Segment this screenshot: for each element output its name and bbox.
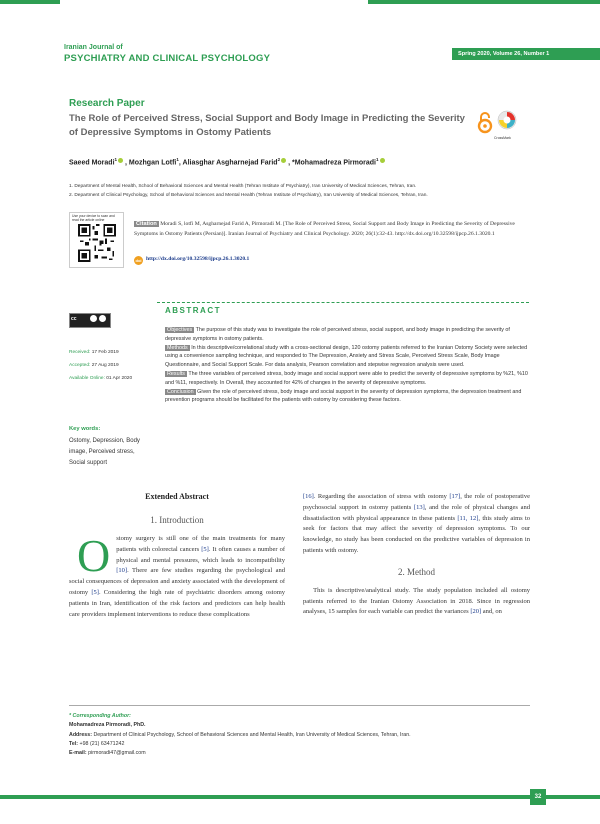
method-part: This is descriptive/analytical study. The study population included all ostomy patients referred to the Iranian Ostomy Association in 2018. Since in regression analyses, 15 samples for each variable can predict the variances	[303, 586, 531, 616]
doi-link[interactable]: http://dx.doi.org/10.32598/ijpcp.26.1.3020.1	[146, 256, 250, 262]
introduction-continued	[303, 492, 530, 557]
orcid-icon[interactable]	[118, 158, 123, 163]
method-part: and, on	[482, 608, 502, 616]
right-column	[303, 492, 530, 618]
online-label: Available Online:	[69, 376, 105, 381]
intro-part: stomy surgery is still one of the main treatments for many patients with colorectal cancers	[116, 535, 285, 553]
address-label: Address:	[69, 731, 92, 738]
address-value: Department of Clinical Psychology, School of Behavioral Sciences and Mental Health, Iran University of Medical Sciences, Tehran, Iran.	[93, 731, 411, 738]
intro-part: , this study aims to seek for factors that may affect the severity of depression symptoms. To our knowledge, no study has been conducted on the predictive variables of depression in patients with ostomy.	[303, 514, 531, 554]
received-date	[69, 350, 119, 355]
author-list: Saeed Moradi$^1$ , Mozhgan Lotfi$^1$, Aliasghar Asgharnejad Farid$^2$ , *Mohamadreza Pirmoradi$^1$	[69, 157, 387, 166]
abstract-objectives	[165, 326, 529, 344]
orcid-icon[interactable]	[281, 158, 286, 163]
affiliation-1: 1. Department of Mental Health, School of Behavioral Sciences and Mental Health (Tehran Institute of Psychiatry), Iran University of Medical Sciences, Tehran, Iran.	[69, 184, 417, 189]
doi-icon: doi	[135, 258, 142, 263]
citation-ref[interactable]: [17]	[449, 493, 461, 500]
crossmark-label: CrossMark	[494, 136, 511, 140]
keywords-label: Key words:	[69, 426, 101, 432]
abstract-results	[165, 370, 529, 388]
paper-type: Research Paper	[69, 98, 145, 109]
affiliation-2: 2. Department of Clinical Psychology, School of Behavioral Sciences and Mental Health (Tehran Institute of Psychiatry), Iran University of Medical Sciences, Tehran, Iran.	[69, 193, 428, 198]
citation-ref[interactable]: [5]	[201, 545, 209, 553]
corresponding-name: Mohamadreza Pirmoradi, PhD.	[69, 722, 146, 729]
open-access-icon	[477, 112, 493, 134]
corresponding-tel	[69, 740, 530, 749]
drop-cap: O	[77, 530, 111, 581]
keywords-text: Ostomy, Depression, Body image, Perceived stress, Social support	[69, 438, 140, 466]
cc-nc-icon	[99, 315, 106, 322]
abstract-methods	[165, 344, 529, 370]
citation-ref[interactable]: [10]	[116, 567, 128, 575]
author-affil-number: 1	[376, 157, 379, 162]
author-name[interactable]: *Mohamadreza Pirmoradi	[291, 159, 376, 167]
author-name[interactable]: Saeed Moradi	[69, 159, 115, 167]
abstract-text: The purpose of this study was to investigate the role of perceived stress, social support, and body image in predicting the severity of depressive symptoms in ostomy patients.	[165, 327, 510, 342]
introduction-heading: 1. Introduction	[150, 515, 204, 525]
received-label: Received:	[69, 350, 91, 355]
page-number: 32	[530, 789, 546, 805]
citation-ref[interactable]: [11, 12]	[457, 514, 479, 522]
author-affil-number: 2	[277, 157, 281, 162]
top-accent-bar-right	[368, 0, 600, 4]
cc-label: cc	[71, 316, 77, 322]
introduction-text	[69, 530, 286, 620]
paper-title: The Role of Perceived Stress, Social Support and Body Image in Predicting the Severity of Depressive Symptoms in Ostomy Patients	[69, 113, 465, 138]
issue-badge: Spring 2020, Volume 26, Number 1	[452, 48, 600, 60]
abstract-body	[165, 326, 529, 405]
intro-part: . It often causes a number of physical and mental pressures, which leads to incompatibility	[116, 545, 286, 564]
email-label: E-mail:	[69, 750, 87, 757]
citation-ref[interactable]: [5]	[91, 588, 99, 596]
orcid-icon[interactable]	[380, 158, 385, 163]
citation-text: Moradi S, lotfi M, Asgharnejad Farid A, Pirmoradi M. [The Role of Perceived Stress, Social Support and Body Image in Predicting the Severity of Depressive Symptoms in Ostomy Patients (Persian)]. Iranian Journal of Psychiatry and Clinical Psychology. 2020; 26(1):32-43. http://dx.doi.org/10.32598/ijpcp.26.1.3020.1	[134, 221, 515, 237]
accepted-label: Accepted:	[69, 363, 91, 368]
method-heading: 2. Method	[398, 566, 435, 577]
journal-name-line1: Iranian Journal of	[64, 44, 123, 51]
corresponding-address	[69, 731, 530, 740]
abstract-conclusion	[165, 388, 529, 406]
abstract-tag: Conclusion	[167, 388, 194, 395]
doi-row	[134, 256, 249, 265]
tel-value: +98 (21) 63471242	[79, 740, 125, 747]
abstract-heading: ABSTRACT	[165, 306, 221, 315]
journal-name-line2: PSYCHIATRY AND CLINICAL PSYCHOLOGY	[64, 53, 271, 64]
corresponding-title: * Corresponding Author:	[69, 713, 131, 719]
intro-part: . There are few studies regarding the psychological and social consequences of depression and anxiety associated with the development of ostomy	[69, 567, 285, 596]
qr-code-icon[interactable]	[78, 224, 116, 262]
top-accent-bar-left	[0, 0, 60, 4]
author-affil-number: 1	[176, 157, 179, 162]
intro-part: , and the role of physical changes and dissatisfaction with physical appearance in these patients	[303, 503, 531, 522]
author-name[interactable]: Aliasghar Asgharnejad Farid	[182, 159, 278, 167]
left-column	[69, 492, 285, 620]
intro-part: . Considering the high rate of psychiatric disorders among ostomy patients in Iran, identification of the risk factors and predictors can help health care providers implement interventions to reduce these complications	[69, 588, 285, 618]
citation-ref[interactable]: [16]	[303, 493, 314, 500]
citation-block	[134, 220, 529, 239]
accepted-date	[69, 363, 119, 368]
crossmark-icon[interactable]	[497, 110, 517, 136]
extended-abstract-heading: Extended Abstract	[145, 492, 209, 501]
citation-label: Citation	[136, 221, 157, 227]
intro-part: , the role of postoperative psychosocial support in ostomy patients	[303, 493, 530, 511]
cc-by-icon	[90, 315, 97, 322]
email-value[interactable]: pirmoradi47@gmail.com	[88, 750, 146, 757]
abstract-tag: Methods	[167, 344, 188, 351]
bottom-accent-bar	[0, 795, 600, 799]
citation-ref[interactable]: [20]	[470, 608, 482, 616]
abstract-text: In this descriptive/correlational study with a cross-sectional design, 120 ostomy patients referred to the Iranian Ostomy Society were selected using a convenience sampling technique, and responded to The Depression, Anxiety and Stress Scale, Perceived Stress Scale, Body Image Questionnaire, and Social Support Scale. For data analysis, Pearson correlation and stepwise regression analysis were used.	[165, 344, 528, 369]
abstract-text: The three variables of perceived stress, body image and social support were able to predict the severity of depressive symptoms by %21, %10 and %11, respectively. In Overall, they accounted for 42% of changes in the severity of depressive symptoms.	[165, 370, 528, 386]
author-affil-number: 1	[114, 157, 118, 162]
accepted-value: 27 Aug 2019	[91, 363, 119, 368]
online-date	[69, 376, 132, 381]
intro-part: . Regarding the association of stress with ostomy	[313, 493, 447, 500]
corresponding-email	[69, 749, 530, 758]
citation-ref[interactable]: [13]	[413, 503, 425, 511]
qr-caption: Use your device to scan and read the article online	[72, 214, 115, 222]
abstract-tag: Objectives	[167, 327, 193, 333]
abstract-divider	[157, 302, 529, 303]
online-value: 01 Apr 2020	[106, 376, 133, 381]
abstract-text: Given the role of perceived stress, body image and social support in the severity of depression symptoms, the depression treatment and prevention programs should be facilitated for the patients with ostomy by considering these factors.	[165, 388, 522, 404]
abstract-tag: Results	[167, 370, 185, 377]
corresponding-divider	[69, 705, 530, 706]
corresponding-author-block	[69, 712, 530, 758]
received-value: 17 Feb 2019	[91, 350, 119, 355]
method-text	[303, 586, 530, 618]
tel-label: Tel:	[69, 740, 79, 747]
author-name[interactable]: Mozhgan Lotfi	[128, 159, 177, 167]
